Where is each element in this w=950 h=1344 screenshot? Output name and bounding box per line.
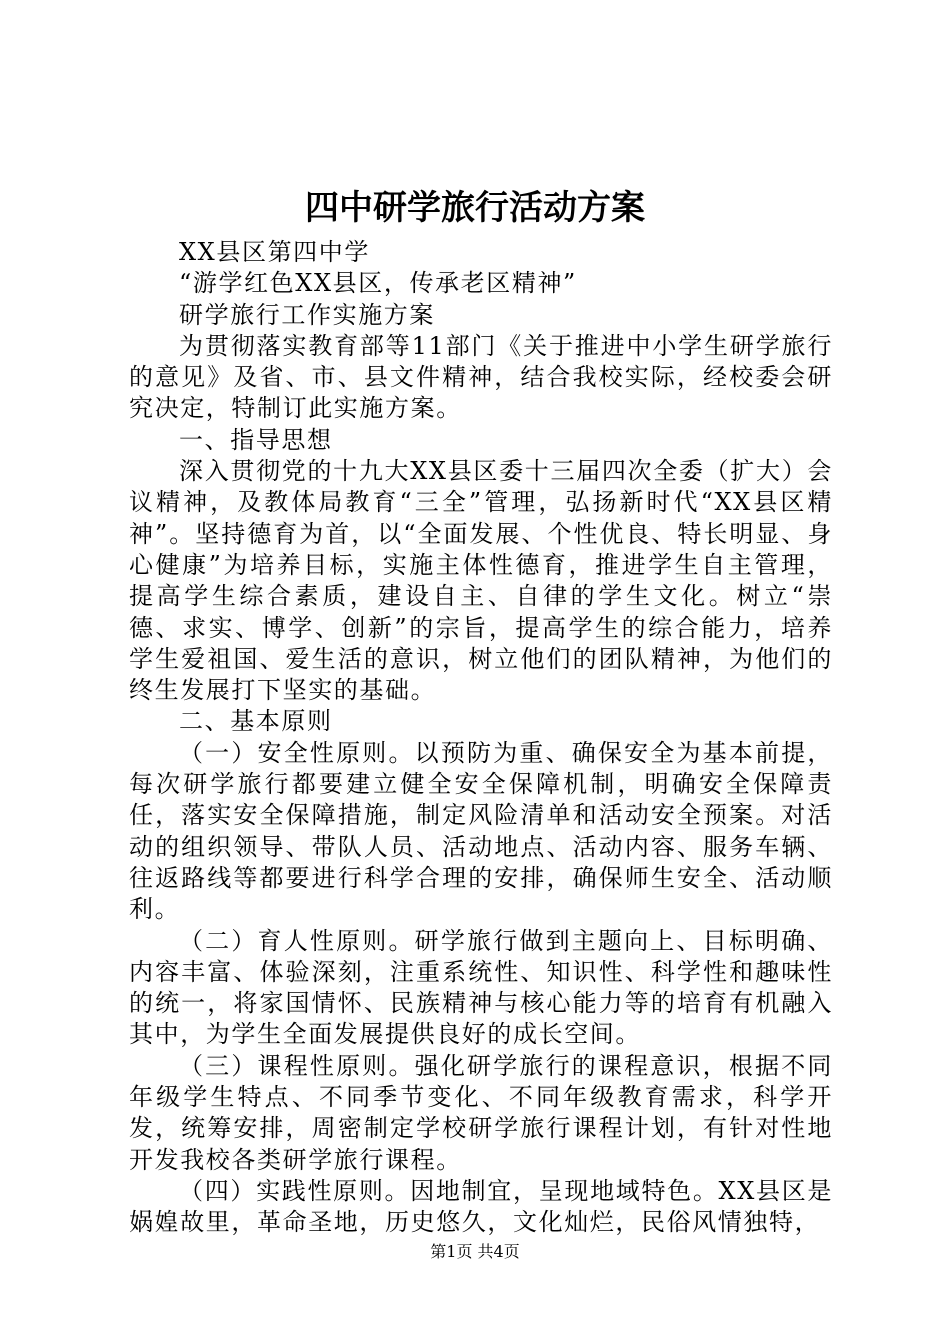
section-heading-basic-principles: 二、基本原则 — [179, 707, 333, 736]
paragraph-intro: 为贯彻落实教育部等11部门《关于推进中小学生研学旅行的意见》及省、市、县文件精神，结合我校实际，经校委会研究决定，特制订此实施方案。 — [129, 331, 833, 423]
paragraph-guiding-ideology: 深入贯彻党的十九大XX县区委十三届四次全委（扩大）会议精神，及教体局教育“三全”管理，弘扬新时代“XX县区精神”。坚持德育为首，以“全面发展、个性优良、特长明显、身心健康”为培养目标，实施主体性德育，推进学生自主管理，提高学生综合素质，建设自主、自律的学生文化。树立“崇德、求实、博学、创新”的宗旨，提高学生的综合能力，培养学生爱祖国、爱生活的意识，树立他们的团队精神，为他们的终生发展打下坚实的基础。 — [129, 457, 833, 705]
paragraph-curriculum-principle: （三）课程性原则。强化研学旅行的课程意识，根据不同年级学生特点、不同季节变化、不同年级教育需求，科学开发，统筹安排，周密制定学校研学旅行课程计划，有针对性地开发我校各类研学旅行课程。 — [129, 1051, 833, 1174]
plan-subtitle: 研学旅行工作实施方案 — [179, 300, 435, 329]
page-footer: 第1页 共4页 — [430, 1242, 520, 1261]
theme-slogan: “游学红色XX县区，传承老区精神” — [179, 269, 577, 298]
document-body — [129, 237, 833, 1239]
section-heading-guiding-ideology: 一、指导思想 — [179, 425, 333, 454]
document-title: 四中研学旅行活动方案 — [305, 188, 645, 228]
paragraph-safety-principle: （一）安全性原则。以预防为重、确保安全为基本前提，每次研学旅行都要建立健全安全保障机制，明确安全保障责任，落实安全保障措施，制定风险清单和活动安全预案。对活动的组织领导、带队人员、活动地点、活动内容、服务车辆、往返路线等都要进行科学合理的安排，确保师生安全、活动顺利。 — [129, 738, 833, 924]
paragraph-education-principle: （二）育人性原则。研学旅行做到主题向上、目标明确、内容丰富、体验深刻，注重系统性、知识性、科学性和趣味性的统一，将家国情怀、民族精神与核心能力等的培育有机融入其中，为学生全面发展提供良好的成长空间。 — [129, 926, 833, 1049]
school-name: XX县区第四中学 — [179, 238, 370, 266]
paragraph-practice-principle: （四）实践性原则。因地制宜，呈现地域特色。XX县区是娲媓故里，革命圣地，历史悠久，文化灿烂，民俗风情独特， — [129, 1176, 833, 1237]
